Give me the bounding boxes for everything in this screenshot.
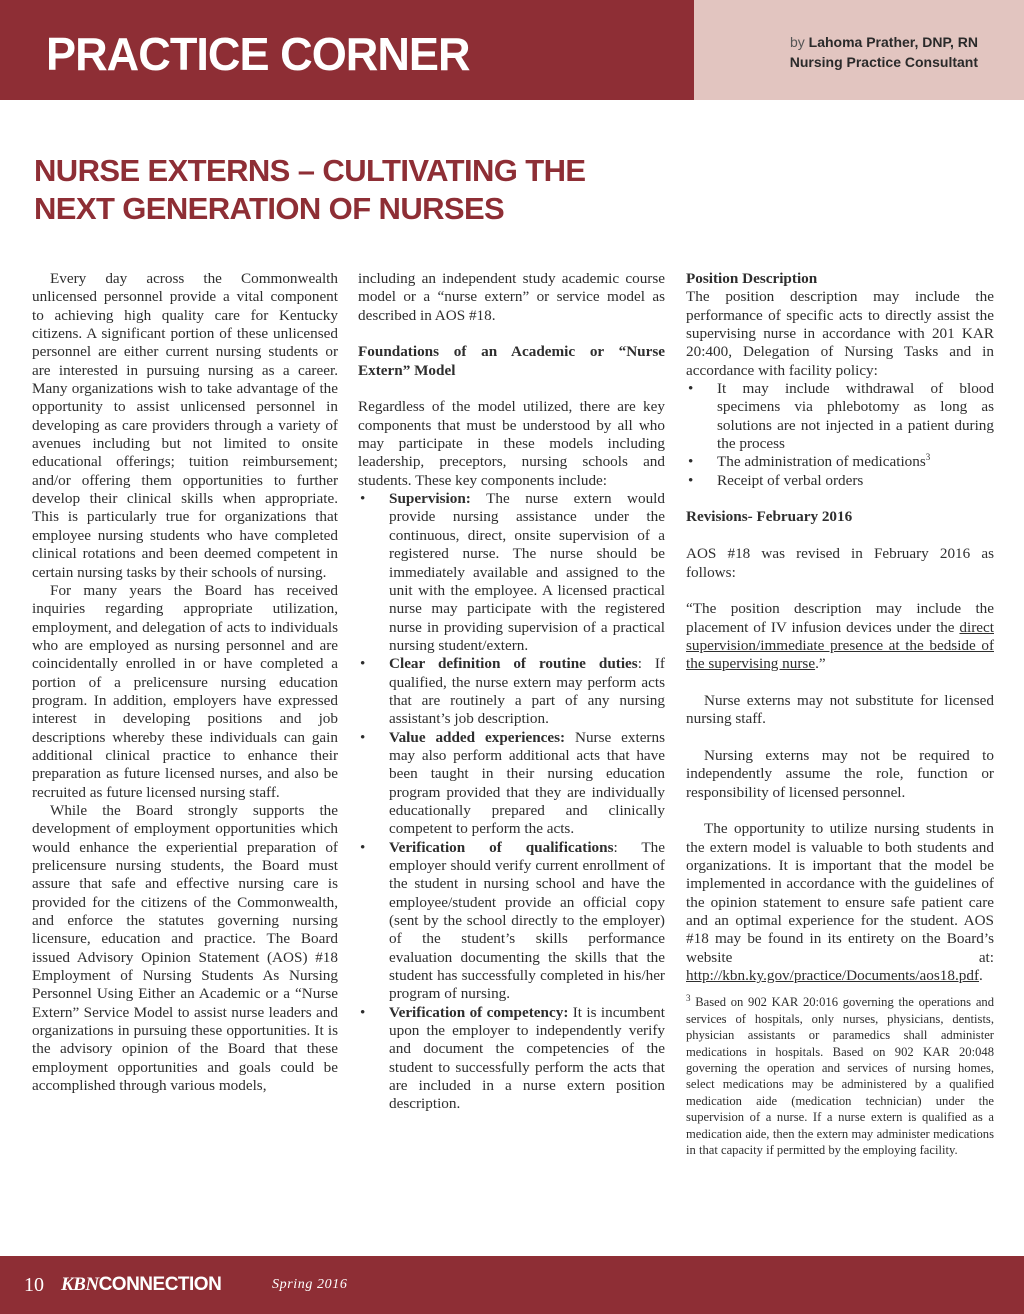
paragraph: Regardless of the model utilized, there are key components that must be understood by all who may participate in these models including leadership, preceptors, nursing schools and students. These key components include: [358,398,665,489]
paragraph-text: The opportunity to utilize nursing students in the extern model is valuable to both students and organizations. It is important that the model be implemented in accordance with the guidelines of the opinion statement to ensure safe patient care and an optimal experience for the student. AOS #18 may be found in its entirety on the Board’s website at: [686,820,994,966]
column-1 [32,270,338,1095]
paragraph: For many years the Board has received inquiries regarding appropriate utilization, employment, and delegation of acts to individuals who are employed as nursing personnel and are coincidentally enrolled in or have completed a portion of a prelicensure nursing education program. In addition, employers have expressed interest in developing positions and job descriptions whereby these individuals can gain additional clinical practice to enhance their preparation as future licensed nurses, and also be recruited as future licensed nursing staff. [32,581,338,801]
list-item [686,453,994,471]
list-item-term: Verification of qualifications [389,838,614,856]
quote-start: “The position description may include the placement of IV infusion devices under the [686,600,994,636]
column-2 [358,270,665,1114]
bullet-icon: • [360,838,366,856]
quote-paragraph [686,600,994,673]
subheading-revisions: Revisions- February 2016 [686,508,853,526]
paragraph: including an independent study academic course model or a “nurse extern” or service model as described in AOS #18. [358,270,665,324]
bullet-icon: • [360,728,366,746]
list-item [686,380,994,453]
byline [790,32,978,72]
quote-underlined: direct supervision/immediate presence at the bedside of the supervising nurse [686,618,994,673]
aos18-link[interactable]: http://kbn.ky.gov/practice/Documents/aos18.pdf [686,967,980,985]
logo-connection: CONNECTION [98,1274,222,1295]
quote-end: .” [815,655,826,673]
page-header [0,0,1024,100]
byline-panel [694,0,1024,100]
bullet-icon: • [360,655,366,673]
issue-date: Spring 2016 [272,1277,348,1292]
article-title [34,152,734,228]
list-item-text: The nurse extern would provide nursing assistance under the continuous, direct, onsite supervision of a registered nurse. The nurse should be immediately available and assigned to the unit with the employee. A licensed practical nurse may participate with the registered nurse in providing supervision of a practical nursing student/extern. [389,490,665,654]
list-item [358,1004,665,1114]
list-item-text: It may include withdrawal of blood specimens via phlebotomy as long as solutions are not injected in a patient during the process [717,380,994,453]
column-3 [686,270,994,1158]
bullet-icon: • [688,471,694,489]
bullet-icon: • [688,453,694,471]
list-item-text: It is incumbent upon the employer to independently verify and document the competencies of the student to successfully perform the acts that are included in a nurse extern position description. [389,1003,665,1113]
paragraph: Every day across the Commonwealth unlicensed personnel provide a vital component to achieving high quality care for Kentucky citizens. A significant portion of these unlicensed personnel are either current nursing students or are interested in pursuing nursing as a career. Many organizations wish to take advantage of the opportunity to assist unlicensed personnel in developing as care providers through a variety of avenues including but not limited to onsite educational offerings; tuition reimbursement; and/or offering them opportunities to further develop their clinical skills when appropriate. This is particularly true for organizations that employee nursing students who have completed clinical rotations and been deemed competent in certain nursing tasks by their schools of nursing. [32,270,338,581]
key-components-list [358,490,665,1114]
bullet-icon: • [360,490,366,508]
list-item-text: : If qualified, the nurse extern may perform acts that are routinely a part of any nursing assistant’s job description. [389,655,665,728]
paragraph [686,820,994,985]
subheading-foundations: Foundations of an Academic or “Nurse Extern” Model [358,343,665,379]
author-name: Lahoma Prather, DNP, RN [808,34,978,50]
section-title: PRACTICE CORNER [46,28,470,80]
list-item [358,655,665,728]
footnote-number: 3 [686,993,691,1004]
list-item [358,490,665,655]
publication-logo [61,1273,221,1297]
paragraph: The position description may include the performance of specific acts to directly assist the supervising nurse in accordance with 201 KAR 20:400, Delegation of Nursing Tasks and in accordance with facility policy: [686,288,994,379]
list-item-text: Nurse externs may also perform additional acts that have been taught in their nursing education program provided that they are individually educationally prepared and clinically competent to perform the acts. [389,728,665,838]
footnote [686,994,994,1158]
footnote-ref: 3 [925,452,931,463]
bullet-icon: • [360,1003,366,1021]
list-item [358,839,665,1004]
list-item-term: Verification of competency: [389,1003,569,1021]
position-description-list [686,380,994,490]
article-title-line-2: NEXT GENERATION OF NURSES [34,191,505,226]
author-role: Nursing Practice Consultant [789,54,978,70]
list-item-text: Receipt of verbal orders [717,471,864,489]
paragraph: While the Board strongly supports the development of employment opportunities which would enhance the experiential preparation of prelicensure nursing students, the Board must assure that safe and effective nursing care is provided for the citizens of the Commonwealth, and enforce the statutes governing nursing licensure, education and practice. The Board issued Advisory Opinion Statement (AOS) #18 Employment of Nursing Students As Nursing Personnel Using Either an Academic or a “Nurse Extern” Service Model to assist nurse leaders and organizations in pursuing these opportunities. It is the advisory opinion of the Board that these employment opportunities and goals could be accomplished through various models, [32,801,338,1095]
list-item-term: Value added experiences: [389,728,566,746]
header-banner [0,0,694,100]
page-footer [0,1256,1024,1314]
page-number: 10 [24,1274,44,1296]
list-item [358,729,665,839]
subheading-position-description: Position Description [686,270,818,287]
logo-kbn: KBN [61,1274,99,1295]
list-item [686,472,994,490]
list-item-term: Clear definition of routine duties [389,655,638,673]
paragraph: Nurse externs may not substitute for licensed nursing staff. [686,691,994,728]
footnote-text: Based on 902 KAR 20:016 governing the operations and services of hospitals, only nurses, physicians, dentists, physician assistants or paramedics shall administer medications in hospitals. Based on 902 KAR 20:048 governing the operation and services of nursing homes, select medications may be administered by a qualified medication aide (medication technician) under the supervision of a nurse. If a nurse extern is qualified as a medication aide, then the extern may administer medications in that capacity if permitted by the employing facility. [686,995,994,1158]
article-title-line-1: NURSE EXTERNS – CULTIVATING THE [34,153,586,188]
paragraph: Nursing externs may not be required to independently assume the role, function or responsibility of licensed personnel. [686,746,994,801]
list-item-term: Supervision: [389,490,471,508]
list-item-text: : The employer should verify current enrollment of the student in nursing school and have the employee/student provide an official copy (sent by the school directly to the employer) of the student’s skills performance evaluation documenting the skills that the student has successfully completed in his/her program of nursing. [389,838,665,1003]
bullet-icon: • [688,380,694,398]
byline-prefix: by [789,34,805,50]
list-item-text: The administration of medications [717,453,926,471]
paragraph-end: . [979,967,983,985]
paragraph: AOS #18 was revised in February 2016 as follows: [686,545,994,581]
